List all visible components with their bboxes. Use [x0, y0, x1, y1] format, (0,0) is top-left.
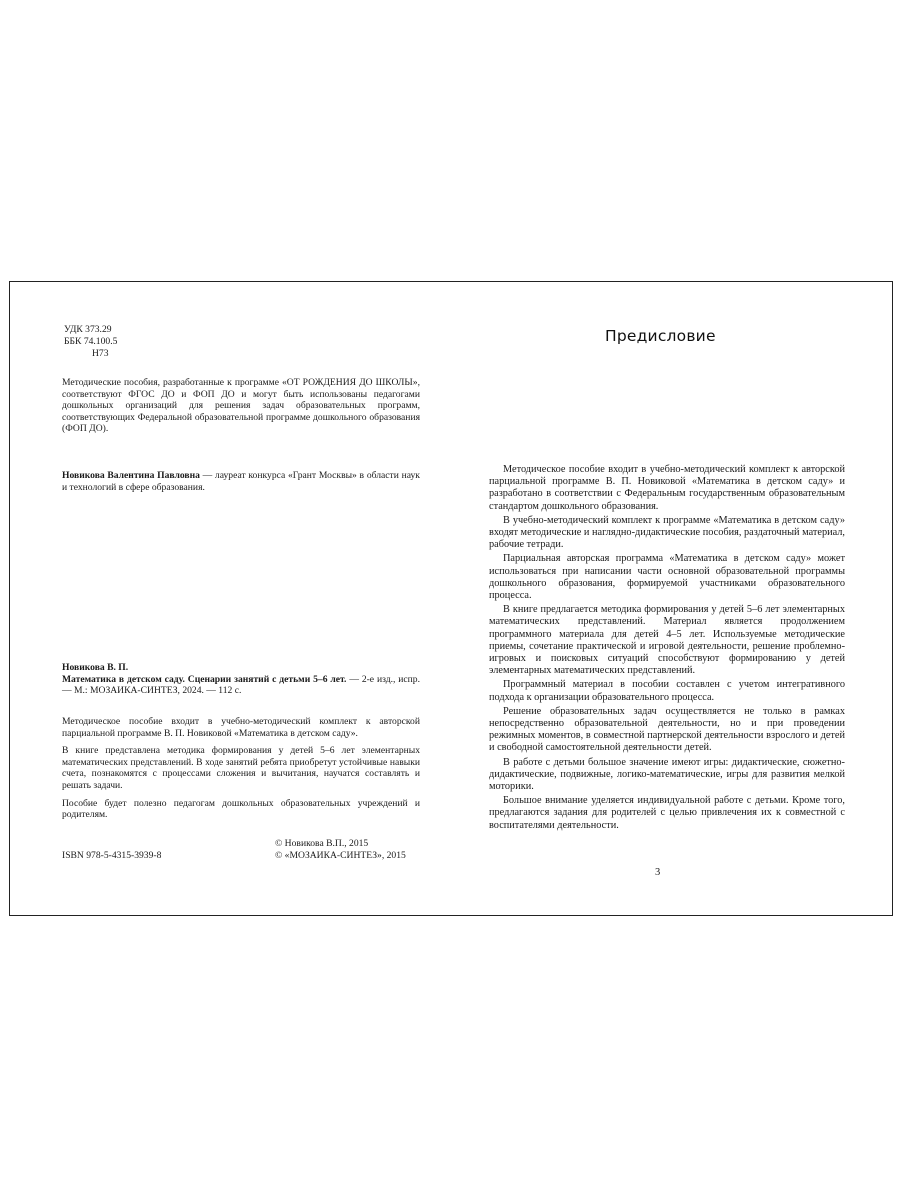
bib-title: Математика в детском саду. Сценарии занятий с детьми 5–6 лет. — [62, 673, 347, 685]
book-spread — [9, 281, 893, 916]
right-page — [452, 282, 894, 915]
preface-paragraph: Парциальная авторская программа «Математика в детском саду» может использоваться при написании части основной образовательной программы дошкольного образования, формируемой участниками образовательного процесса. — [489, 553, 845, 602]
author-full-name: Новикова Валентина Павловна — [62, 470, 200, 481]
copyright-block — [275, 838, 406, 861]
bibliographic-record — [62, 662, 420, 697]
author-mark: Н73 — [92, 348, 109, 359]
annotation — [62, 716, 420, 827]
preface-paragraph: Методическое пособие входит в учебно-методический комплект к авторской парциальной программе В. П. Новиковой «Математика в детском саду» и разработано в соответствии с Федеральным государственным образовательным стандартом дошкольного образования. — [489, 464, 845, 512]
preface-paragraph: Большое внимание уделяется индивидуальной работе с детьми. Кроме того, предлагаются задания для родителей с целью привлечения их к совместной с воспитателями деятельности. — [489, 795, 845, 831]
isbn: ISBN 978-5-4315-3939-8 — [62, 850, 162, 861]
bib-author: Новикова В. П. — [62, 662, 129, 673]
page-number: 3 — [655, 867, 661, 878]
approval-statement: Методические пособия, разработанные к программе «ОТ РОЖДЕНИЯ ДО ШКОЛЫ», соответствуют ФГОС ДО и ФОП ДО и могут быть использованы педагогами дошкольных организаций для решения задач образовательных программ, соответствующих Федеральной образовательной программе дошкольного образования (ФОП ДО). — [62, 377, 420, 435]
annotation-paragraph: Методическое пособие входит в учебно-методический комплект к авторской парциальной программе В. П. Новиковой «Математика в детском саду». — [62, 716, 420, 739]
udk-code: УДК 373.29 — [64, 324, 112, 335]
preface-paragraph: В работе с детьми большое значение имеют игры: дидактические, сюжетно-дидактические, подвижные, логико-математические, игры для развития мелкой моторики. — [489, 756, 845, 793]
left-page — [10, 282, 452, 915]
bbk-code: ББК 74.100.5 — [64, 336, 118, 347]
preface-paragraph: Решение образовательных задач осуществляется не только в рамках непосредственно образовательной деятельности, но и при проведении режимных моментов, в совместной партнерской деятельности взрослого и детей и свободной самостоятельной деятельности детей. — [489, 705, 845, 754]
author-note — [62, 470, 420, 493]
classification-block — [64, 324, 422, 360]
copyright-author: © Новикова В.П., 2015 — [275, 838, 369, 849]
copyright-publisher: © «МОЗАИКА-СИНТЕЗ», 2015 — [275, 849, 406, 861]
preface-paragraph: Программный материал в пособии составлен с учетом интегративного подхода к организации образовательного процесса. — [489, 679, 845, 703]
annotation-paragraph: Пособие будет полезно педагогам дошкольных образовательных учреждений и родителям. — [62, 797, 420, 821]
annotation-paragraph: В книге представлена методика формирования у детей 5–6 лет элементарных математических представлений. В ходе занятий ребята приобретут устойчивые навыки счета, познакомятся с процессами сложения и вычитания, научатся составлять и решать задачи. — [62, 745, 420, 791]
preface-paragraph: В учебно-методический комплект к программе «Математика в детском саду» входят методические и наглядно-дидактические пособия, раздаточный материал, рабочие тетради. — [489, 514, 845, 551]
page-title: Предисловие — [605, 327, 716, 345]
bib-details: — 2-е изд., испр. — М.: МОЗАИКА-СИНТЕЗ, 2024. — 112 с. — [62, 673, 420, 697]
preface-paragraph: В книге предлагается методика формирования у детей 5–6 лет элементарных математических представлений. Материал является продолжением программного материала для детей 4–5 лет. Используемые методические приемы, сочетание практической и игровой деятельности, решение проблемно-игровых и поисковых ситуаций способствуют формированию у детей элементарных математических представлений. — [489, 604, 845, 677]
author-note-text: — лауреат конкурса «Грант Москвы» в области наук и технологий в сфере образования. — [62, 470, 420, 493]
preface-text — [489, 464, 845, 834]
